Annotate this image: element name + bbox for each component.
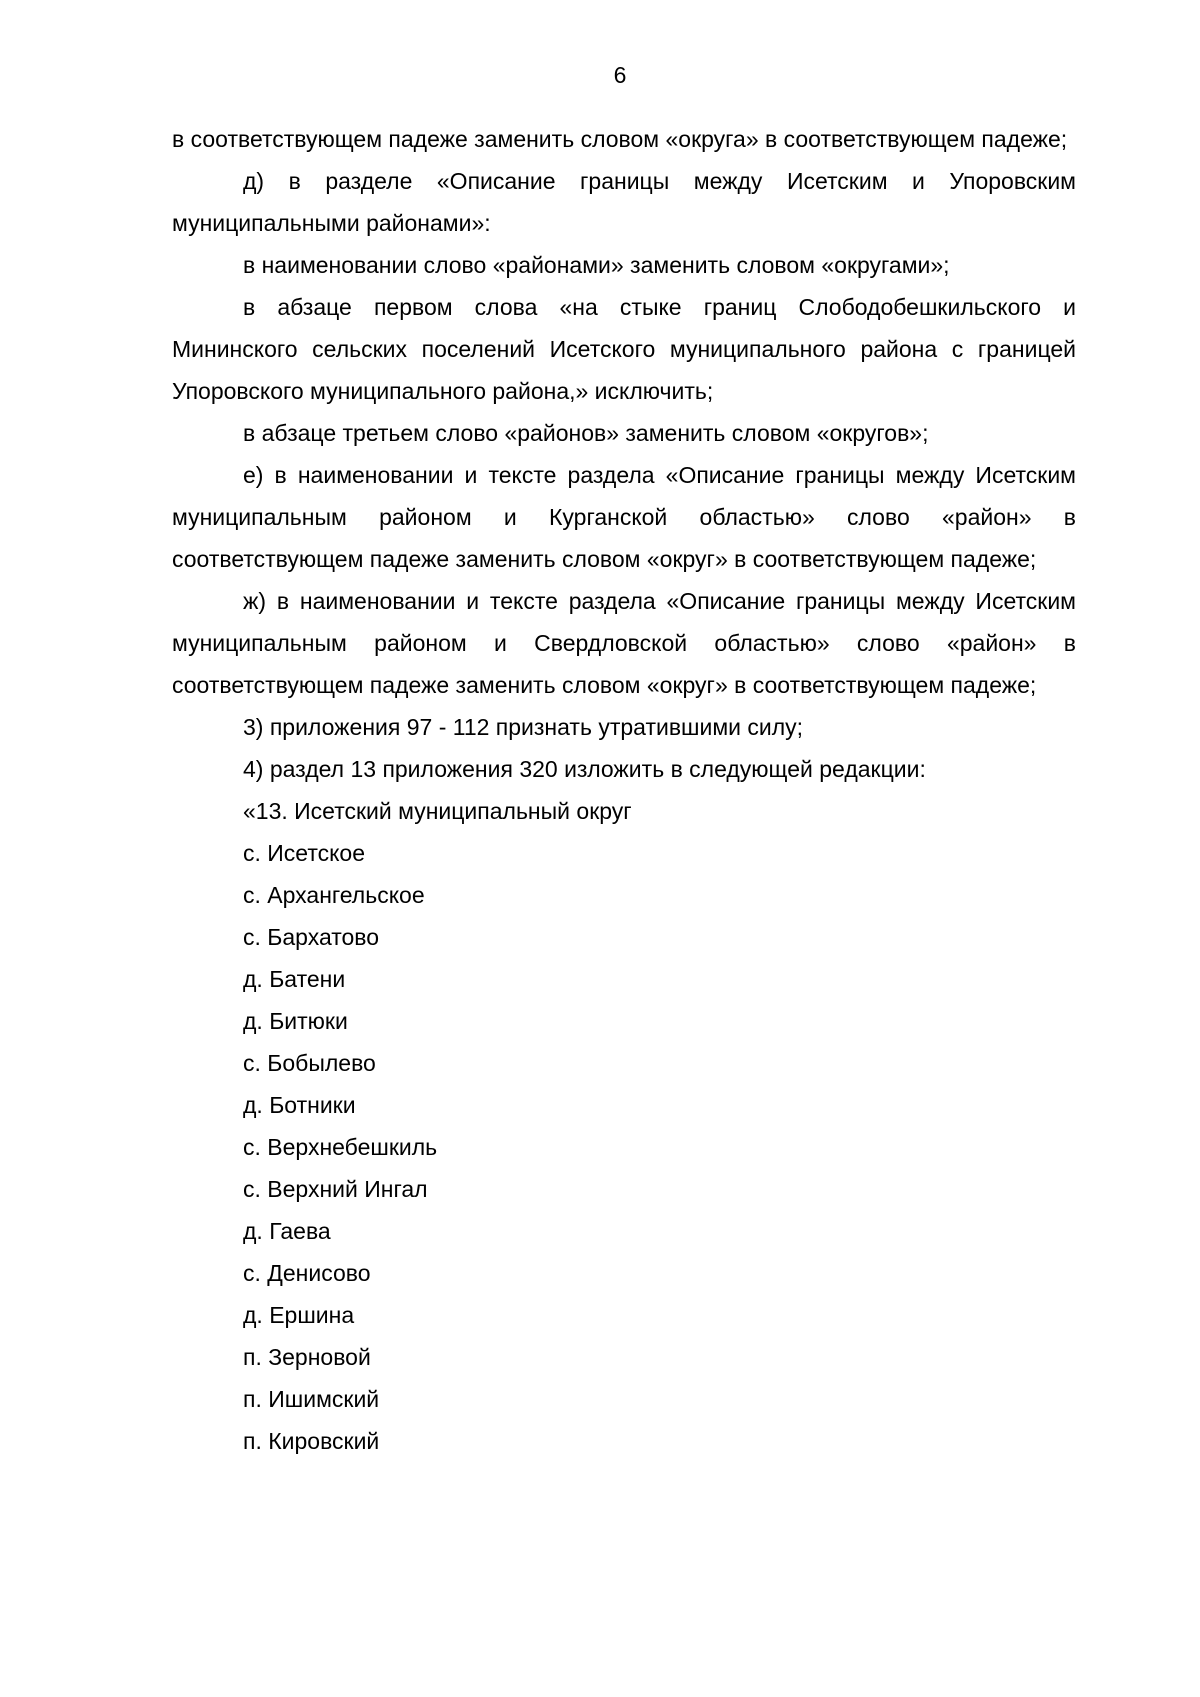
list-item: д. Битюки xyxy=(243,1008,348,1034)
list-item: п. Зерновой xyxy=(243,1344,371,1370)
paragraph: ж) в наименовании и тексте раздела «Описание границы между Исетским муниципальным районом и Свердловской областью» слово «район» в соответствующем падеже заменить словом «округ» в соответствующем падеже; xyxy=(172,588,1076,698)
page-number: 6 xyxy=(613,62,627,88)
list-item: с. Денисово xyxy=(243,1260,371,1286)
list-item: п. Кировский xyxy=(243,1428,380,1454)
document-body xyxy=(172,118,1076,1462)
section-heading: «13. Исетский муниципальный округ xyxy=(243,798,632,824)
list-item: с. Верхний Ингал xyxy=(243,1176,428,1202)
list-item: с. Архангельское xyxy=(243,882,425,908)
list-item: д. Батени xyxy=(243,966,346,992)
list-item: с. Исетское xyxy=(243,840,366,866)
paragraph: в соответствующем падеже заменить словом «округа» в соответствующем падеже; xyxy=(172,126,1068,152)
paragraph: в наименовании слово «районами» заменить словом «округами»; xyxy=(243,252,950,278)
list-item: д. Гаева xyxy=(243,1218,331,1244)
paragraph: д) в разделе «Описание границы между Исетским и Упоровским муниципальными районами»: xyxy=(172,168,1076,236)
paragraph: е) в наименовании и тексте раздела «Описание границы между Исетским муниципальным районом и Курганской областью» слово «район» в соответствующем падеже заменить словом «округ» в соответствующем падеже; xyxy=(172,462,1076,572)
paragraph: 4) раздел 13 приложения 320 изложить в следующей редакции: xyxy=(243,756,926,782)
paragraph: в абзаце третьем слово «районов» заменить словом «округов»; xyxy=(243,420,929,446)
list-item: д. Ершина xyxy=(243,1302,355,1328)
list-item: с. Бархатово xyxy=(243,924,380,950)
list-item: с. Бобылево xyxy=(243,1050,376,1076)
list-item: д. Ботники xyxy=(243,1092,356,1118)
paragraph: 3) приложения 97 - 112 признать утратившими силу; xyxy=(243,714,804,740)
list-item: п. Ишимский xyxy=(243,1386,380,1412)
settlement-list xyxy=(172,832,1076,1462)
paragraph: в абзаце первом слова «на стыке границ Слободобешкильского и Мининского сельских поселений Исетского муниципального района с границей Упоровского муниципального района,» исключить; xyxy=(172,294,1076,404)
list-item: с. Верхнебешкиль xyxy=(243,1134,438,1160)
